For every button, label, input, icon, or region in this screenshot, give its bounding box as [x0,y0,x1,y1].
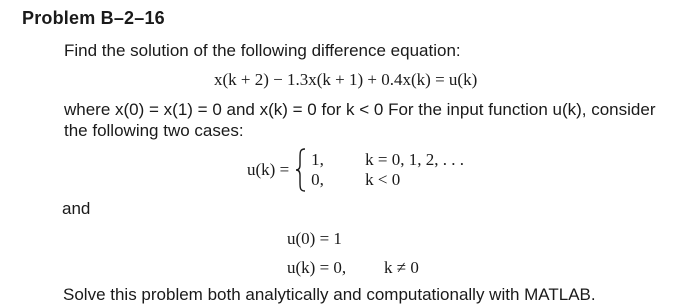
case1-row1-condition: k = 0, 1, 2, . . . [365,150,465,169]
case1-piecewise [247,148,464,192]
problem-title: Problem B–2–16 [22,8,165,28]
problem-instruction: Find the solution of the following difference equation: [64,41,461,60]
case2-line2-condition: k ≠ 0 [384,258,419,277]
left-brace-icon [295,148,307,192]
case1-row [311,150,464,170]
case1-row [311,170,464,190]
case1-row2-value: 0, [311,170,324,189]
initial-conditions-line2: the following two cases: [64,121,244,140]
difference-equation: x(k + 2) − 1.3x(k + 1) + 0.4x(k) = u(k) [214,70,478,89]
case1-lhs: u(k) = [247,160,290,179]
case1-rows [311,150,464,190]
closing-instruction: Solve this problem both analytically and computationally with MATLAB. [63,285,596,304]
case2-line1: u(0) = 1 [287,229,342,248]
and-label: and [62,199,91,218]
case1-row2-condition: k < 0 [365,170,401,189]
case1-row1-value: 1, [311,150,324,169]
initial-conditions-line1: where x(0) = x(1) = 0 and x(k) = 0 for k < 0 For the input function u(k), consider [64,100,656,119]
case2-line2-expr: u(k) = 0, [287,258,347,277]
